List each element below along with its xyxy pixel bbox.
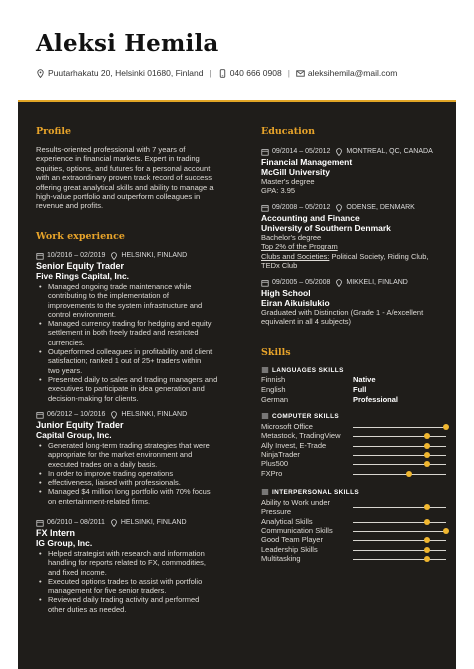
skill-level-dot [424,504,430,510]
skill-level-bar [353,464,446,465]
calendar-icon [261,148,269,156]
education-meta [261,203,446,212]
education-meta [261,147,446,156]
language-level: Professional [353,395,399,404]
skill-level-dot [424,461,430,467]
skill-level-dot [424,452,430,458]
education-entry [261,278,446,327]
computer-skills-title: COMPUTER SKILLS [272,412,340,420]
skill-level-bar [353,522,446,523]
bullet-item: • Outperformed colleagues in profitability and client satisfaction; ranked 1 out of 25+ traders within two years. [36,347,246,375]
skill-level-bar [353,427,446,428]
contact-line [36,68,397,78]
location-pin-icon [110,411,118,419]
job-company: Capital Group, Inc. [36,430,112,440]
bullet-item: • Managed currency trading for hedging and equity settlement in both freely traded and restricted currencies. [36,319,246,347]
skill-name: Communication Skills [261,525,333,535]
education-detail: Master's degree [261,177,315,186]
job-meta [36,518,246,527]
language-level: Native [353,375,376,384]
bullet-item: • Presented daily to sales and trading managers and executives to participate in idea generation and decision-making for clients. [36,375,246,403]
computer-skills-heading [261,412,339,420]
calendar-icon [261,279,269,287]
bullet-item: • Executed options trades to assist with portfolio management for five senior traders. [36,577,246,596]
skill-level-dot [424,433,430,439]
work-heading: Work experience [36,231,125,242]
skill-level-dot [424,537,430,543]
job-bullets [36,441,246,506]
location-pin-icon [110,519,118,527]
profile-summary [36,145,251,211]
education-dates: 09/2008 – 05/2012 [272,204,331,211]
profile-line: experience in financial markets. Expert in trading [36,154,200,164]
job-company: IG Group, Inc. [36,538,93,548]
calendar-icon [36,411,44,419]
profile-line: equities, options, and futures for a personal account [36,163,211,173]
skill-name: Ability to Work under [261,498,331,507]
job-meta [36,410,246,419]
profile-line: offering great analytical skills and ability to manage a [36,182,214,192]
skill-level-bar [353,436,446,437]
skill-level-bar [353,531,446,532]
location-pin-icon [335,279,343,287]
location-pin-icon [110,252,118,260]
location-pin-icon [36,69,45,78]
skill-level-bar [353,474,446,475]
job-location: HELSINKI, FINLAND [120,519,187,526]
email[interactable]: aleksihemila@mail.com [307,68,398,78]
skill-name: Metastock, TradingView [261,431,341,441]
education-school: Eiran Aikuislukio [261,298,330,308]
address: Puutarhakatu 20, Helsinki 01680, Finland [48,68,204,78]
candidate-name: Aleksi Hemila [36,30,219,57]
education-entry [261,203,446,270]
skill-name: Leadership Skills [261,544,318,554]
skill-name: Multitasking [261,553,301,563]
education-detail: Graduated with Distinction (Grade 1 - A/excellent [261,308,424,317]
job-bullets [36,549,246,614]
education-location: ODENSE, DENMARK [346,204,415,211]
skill-name: Ally Invest, E-Trade [261,440,327,450]
education-detail: Bachelor's degree [261,233,322,242]
skill-level-dot [424,556,430,562]
skill-name: Plus500 [261,459,289,469]
job-entry [36,251,246,403]
phone-icon [218,69,227,78]
resume-body [18,102,456,669]
skill-level-dot [406,471,412,477]
clubs-text: Political Society, Riding Club, [329,251,429,261]
skill-level-bar [353,540,446,541]
job-location: HELSINKI, FINLAND [121,252,188,259]
job-entry [36,518,246,614]
skill-name: Microsoft Office [261,422,313,431]
list-icon [261,412,269,420]
language-name: German [261,395,289,404]
bullet-item: • Generated long-term trading strategies that were appropriate for the market environment and executed trades on a daily basis. [36,441,246,469]
location-pin-icon [335,204,343,212]
education-heading: Education [261,126,315,137]
education-clubs-cont: TEDx Club [261,260,298,270]
calendar-icon [36,252,44,260]
job-title: FX Intern [36,528,76,538]
education-meta [261,278,446,287]
bullet-item: • effectiveness, liaised with professionals. [36,478,246,487]
phone: 040 666 0908 [229,68,282,78]
skill-level-bar [353,559,446,560]
job-entry [36,410,246,506]
bullet-item: • In order to improve trading operations [36,469,246,478]
job-dates: 06/2012 – 10/2016 [47,411,106,418]
skill-level-dot [443,528,449,534]
job-company: Five Rings Capital, Inc. [36,271,130,281]
job-meta [36,251,246,260]
education-degree: High School [261,288,311,298]
job-dates: 10/2016 – 02/2019 [47,252,106,259]
job-title: Junior Equity Trader [36,420,124,430]
skills-heading: Skills [261,347,291,358]
language-level: Full [353,385,367,394]
bullet-item: • Helped strategist with research and information handling for reports related to FX, commodities, and fixed income. [36,549,246,577]
profile-line: revenue and profits. [36,201,104,211]
profile-heading: Profile [36,126,72,137]
education-dates: 09/2005 – 05/2008 [272,279,331,286]
mail-icon [296,69,305,78]
location-pin-icon [335,148,343,156]
education-entry [261,147,446,196]
calendar-icon [36,519,44,527]
job-bullets [36,282,246,403]
education-school: University of Southern Denmark [261,223,391,233]
education-school: McGill University [261,167,330,177]
skill-level-dot [424,547,430,553]
education-detail: GPA: 3.95 [261,186,296,196]
skill-name: Good Team Player [261,535,323,545]
profile-line: with an extraordinary proven track record of success [36,173,212,183]
clubs-link[interactable]: Clubs and Societies: [261,251,330,261]
education-dates: 09/2014 – 05/2012 [272,148,331,155]
education-detail: equivalent in all 4 subjects) [261,317,352,327]
language-name: Finnish [261,375,286,384]
skill-level-dot [443,424,449,430]
language-name: English [261,385,286,394]
separator: | [287,68,290,78]
list-icon [261,488,269,496]
skill-name: Analytical Skills [261,516,313,526]
education-honors-link[interactable]: Top 2% of the Program [261,242,338,252]
job-title: Senior Equity Trader [36,261,125,271]
profile-line: high-value portfolio and outperform colleagues in [36,192,201,202]
skill-name-cont: Pressure [261,507,292,517]
skill-name: FXPro [261,468,283,478]
skill-level-bar [353,550,446,551]
profile-line: Results-oriented professional with 7 years of [36,145,186,154]
languages-heading [261,366,344,374]
bullet-item: • Managed ongoing trade maintenance while contributing to the implementation of improvements to the system infrastructure and control environment. [36,282,246,319]
skill-name: NinjaTrader [261,449,300,459]
skill-level-dot [424,443,430,449]
interpersonal-skills-title: INTERPERSONAL SKILLS [272,488,360,496]
education-location: MIKKELI, FINLAND [346,279,408,286]
languages-title: LANGUAGES SKILLS [272,366,344,374]
interpersonal-skills-heading [261,488,359,496]
skill-level-bar [353,507,446,508]
bullet-item: • Managed $4 million long portfolio with 70% focus on entertainment-related firms. [36,487,246,506]
bullet-item: • Reviewed daily trading activity and performed other duties as needed. [36,595,246,614]
skill-level-dot [424,519,430,525]
education-clubs [261,252,446,261]
education-location: MONTREAL, QC, CANADA [346,148,433,155]
resume-header [0,0,474,100]
calendar-icon [261,204,269,212]
job-dates: 06/2010 – 08/2011 [47,519,105,526]
list-icon [261,366,269,374]
job-location: HELSINKI, FINLAND [121,411,188,418]
separator: | [209,68,212,78]
skill-level-bar [353,455,446,456]
education-degree: Accounting and Finance [261,213,360,223]
skill-level-bar [353,446,446,447]
education-degree: Financial Management [261,157,353,167]
